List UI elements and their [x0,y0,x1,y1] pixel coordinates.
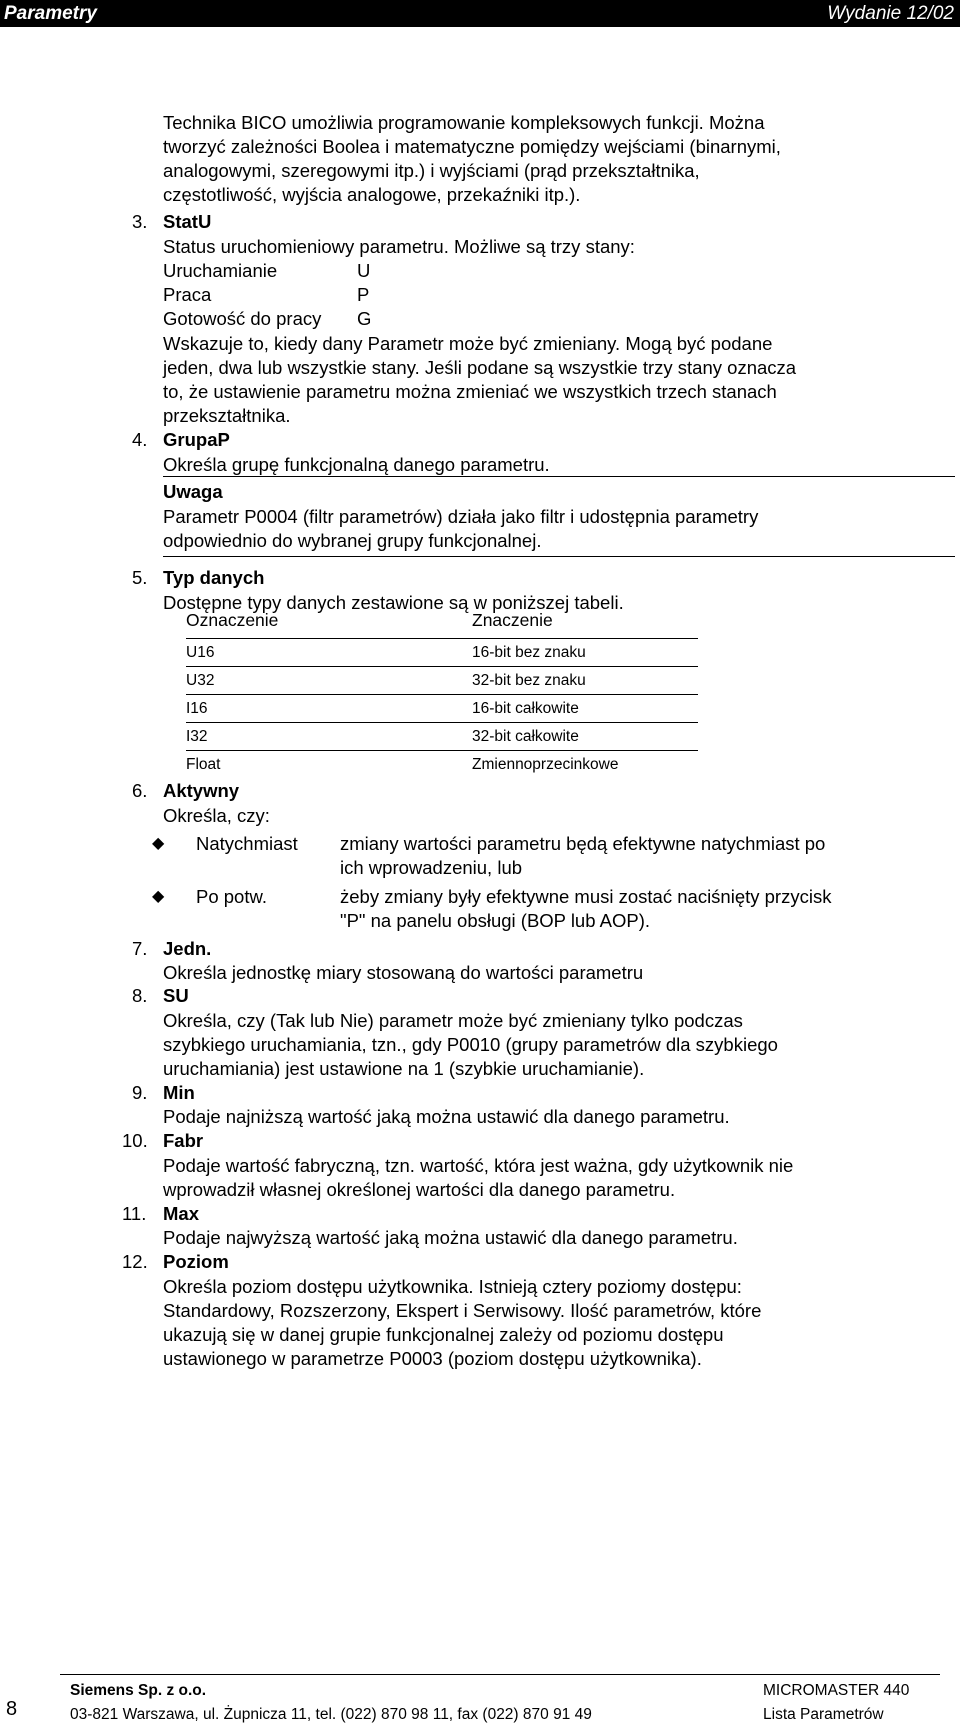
table-cell: I32 [186,728,208,745]
table-header-rule [186,638,698,639]
table-row-rule [186,750,698,751]
footer-company: Siemens Sp. z o.o. [70,1682,207,1699]
section-title-min: Min [163,1082,195,1103]
footer-address: 03-821 Warszawa, ul. Żupnicza 11, tel. (022) 870 98 11, fax (022) 870 91 49 [70,1706,592,1723]
section-title-typ-danych: Typ danych [163,567,265,588]
section-number: 4. [132,429,148,450]
table-cell: 32-bit całkowite [472,728,579,745]
bullet-text: zmiany wartości parametru będą efektywne natychmiast po [340,833,826,854]
section-number: 6. [132,780,148,801]
table-cell: 16-bit bez znaku [472,644,586,661]
section-number: 3. [132,211,148,232]
note-title: Uwaga [163,481,223,502]
section-number: 7. [132,938,148,959]
section-title-jedn: Jedn. [163,938,212,959]
table-cell: U16 [186,644,215,661]
state-code: P [357,284,370,305]
section-text: Określa, czy (Tak lub Nie) parametr może być zmieniany tylko podczas [163,1010,743,1031]
section-number: 11. [122,1203,147,1224]
section-number: 9. [132,1082,148,1103]
section-text: Podaje wartość fabryczną, tzn. wartość, która jest ważna, gdy użytkownik nie [163,1155,794,1176]
section-desc: Dostępne typy danych zestawione są w poniższej tabeli. [163,592,624,613]
section-text: Określa poziom dostępu użytkownika. Istnieją cztery poziomy dostępu: [163,1276,742,1297]
section-desc: Status uruchomieniowy parametru. Możliwe są trzy stany: [163,236,635,257]
bullet-text: "P" na panelu obsługi (BOP lub AOP). [340,910,651,931]
bullet-text: ich wprowadzeniu, lub [340,857,523,878]
section-title-grupap: GrupaP [163,429,230,450]
table-cell: 16-bit całkowite [472,700,579,717]
table-header-cell: Znaczenie [472,610,553,630]
table-cell: Zmiennoprzecinkowe [472,756,619,773]
table-cell: 32-bit bez znaku [472,672,586,689]
intro-line: tworzyć zależności Boolea i matematyczne pomiędzy wejściami (binarnymi, [163,136,781,157]
state-code: U [357,260,371,281]
diamond-bullet-icon: ◆ [152,888,165,905]
table-cell: I16 [186,700,208,717]
table-cell: Float [186,756,221,773]
table-header-cell: Oznaczenie [186,610,279,630]
state-name: Uruchamianie [163,260,278,281]
note-text: Parametr P0004 (filtr parametrów) działa jako filtr i udostępnia parametry [163,506,759,527]
section-title-statu: StatU [163,211,212,232]
note-bottom-rule [163,556,955,557]
state-name: Gotowość do pracy [163,308,322,329]
table-cell: U32 [186,672,215,689]
section-number: 8. [132,985,148,1006]
bullet-term: Natychmiast [196,833,298,854]
section-text: jeden, dwa lub wszystkie stany. Jeśli podane są wszystkie trzy stany oznacza [163,357,797,378]
table-row-rule [186,722,698,723]
section-text: ukazują się w danej grupie funkcjonalnej zależy od poziomu dostępu [163,1324,724,1345]
section-text: Wskazuje to, kiedy dany Parametr może być zmieniany. Mogą być podane [163,333,773,354]
section-number: 5. [132,567,148,588]
table-row-rule [186,666,698,667]
state-code: G [357,308,372,329]
section-text: ustawionego w parametrze P0003 (poziom dostępu użytkownika). [163,1348,702,1369]
section-title-fabr: Fabr [163,1130,204,1151]
section-text: przekształtnika. [163,405,291,426]
section-text: wprowadził własnej określonej wartości dla danego parametru. [163,1179,676,1200]
section-text: to, że ustawienie parametru można zmieniać we wszystkich trzech stanach [163,381,777,402]
bullet-term: Po potw. [196,886,267,907]
section-text: Standardowy, Rozszerzony, Ekspert i Serwisowy. Ilość parametrów, które [163,1300,762,1321]
section-text: Podaje najniższą wartość jaką można ustawić dla danego parametru. [163,1106,730,1127]
footer-rule [60,1674,940,1675]
section-title-aktywny: Aktywny [163,780,240,801]
note-top-rule [163,476,955,477]
section-title-max: Max [163,1203,199,1224]
section-number: 10. [122,1130,148,1151]
table-row-rule [186,694,698,695]
section-text: szybkiego uruchamiania, tzn., gdy P0010 (grupy parametrów dla szybkiego [163,1034,778,1055]
section-desc: Określa grupę funkcjonalną danego parametru. [163,454,550,475]
header-edition: Wydanie 12/02 [827,3,954,24]
header-section-title: Parametry [4,3,97,24]
intro-line: częstotliwość, wyjścia analogowe, przekaźniki itp.). [163,184,581,205]
section-text: Podaje najwyższą wartość jaką można ustawić dla danego parametru. [163,1227,738,1248]
intro-line: analogowymi, szeregowymi itp.) i wyjściami (prąd przekształtnika, [163,160,700,181]
page-number: 8 [6,1698,18,1720]
section-text: uruchamiania) jest ustawione na 1 (szybkie uruchamianie). [163,1058,645,1079]
footer-doc-title: Lista Parametrów [763,1706,884,1723]
intro-line: Technika BICO umożliwia programowanie kompleksowych funkcji. Można [163,112,765,133]
footer-product: MICROMASTER 440 [763,1682,910,1699]
section-text: Określa jednostkę miary stosowaną do wartości parametru [163,962,644,983]
note-text: odpowiednio do wybranej grupy funkcjonalnej. [163,530,542,551]
section-desc: Określa, czy: [163,805,270,826]
bullet-text: żeby zmiany były efektywne musi zostać naciśnięty przycisk [340,886,832,907]
page-header [0,0,960,27]
diamond-bullet-icon: ◆ [152,835,165,852]
section-number: 12. [122,1251,148,1272]
section-title-su: SU [163,985,189,1006]
state-name: Praca [163,284,212,305]
section-title-poziom: Poziom [163,1251,229,1272]
